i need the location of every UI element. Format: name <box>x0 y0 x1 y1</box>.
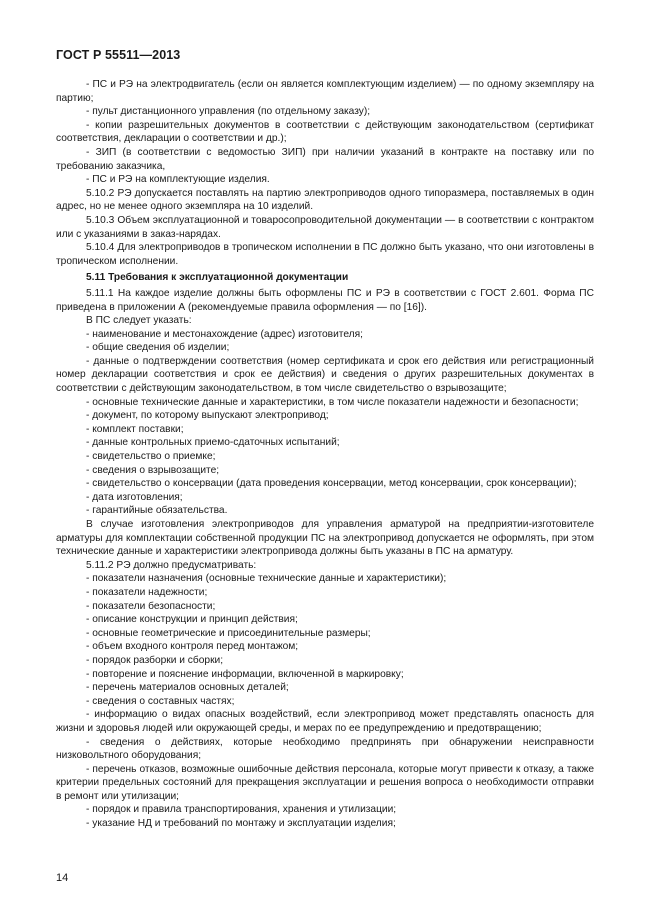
list-item: - сведения о действиях, которые необходимо предпринять при обнаружении неисправности низковольтного оборудования; <box>56 736 594 762</box>
list-item: - указание НД и требований по монтажу и эксплуатации изделия; <box>86 818 396 830</box>
list-item: - гарантийные обязательства. <box>86 505 228 517</box>
paragraph: - пульт дистанционного управления (по отдельному заказу); <box>86 106 371 118</box>
list-item: - информацию о видах опасных воздействий, если электропривод может представлять опасность для жизни и здоровья людей или окружающей среды, и мерах по ее предупреждению и предотвращению; <box>56 709 594 734</box>
list-item: - порядок и правила транспортирования, хранения и утилизации; <box>86 804 397 816</box>
list-item: - объем входного контроля перед монтажом; <box>86 641 299 653</box>
document-body <box>56 78 594 831</box>
list-item: - показатели назначения (основные технические данные и характеристики); <box>86 573 447 585</box>
paragraph: В случае изготовления электроприводов для управления арматурой на предприятии-изготовителе арматуры для комплектации собственной продукции ПС на электропривод допускается не оформлять, при этом технические данные и характеристики электропривода должны быть указаны в ПС на арматуру. <box>56 519 594 558</box>
paragraph: - копии разрешительных документов в соответствии с действующим законодательством (сертификат соответствия, декларации о соответствии и др.); <box>56 119 594 145</box>
list-item: - показатели безопасности; <box>86 600 216 612</box>
list-item: - свидетельство о консервации (дата проведения консервации, метод консервации, срок консервации); <box>86 478 577 490</box>
list-item: - повторение и пояснение информации, включенной в маркировку; <box>86 668 404 680</box>
list-item: - наименование и местонахождение (адрес) изготовителя; <box>86 328 363 340</box>
list-item: - показатели надежности; <box>86 586 208 598</box>
paragraph: 5.11.1 На каждое изделие должны быть оформлены ПС и РЭ в соответствии с ГОСТ 2.601. Форма ПС приведена в приложении А (рекомендуемые правила оформления — по [16]). <box>56 287 594 313</box>
page-number: 14 <box>56 872 69 884</box>
list-item: - данные контрольных приемо-сдаточных испытаний; <box>86 437 340 449</box>
list-item: - перечень материалов основных деталей; <box>86 682 289 694</box>
list-item: - описание конструкции и принцип действия; <box>86 614 298 626</box>
list-item: - документ, по которому выпускают электропривод; <box>86 410 329 422</box>
paragraph: В ПС следует указать: <box>86 315 192 327</box>
list-item: - свидетельство о приемке; <box>86 451 216 463</box>
list-item: - порядок разборки и сборки; <box>86 654 224 666</box>
list-item: - данные о подтверждении соответствия (номер сертификата и срок его действия или регистрационный номер декларации соответствия и срок ее действия) и сведения о других разрешительных документах в соответствии с действующим законодательством, в том числе свидетельство о взрывозащите; <box>56 355 594 395</box>
list-item: - общие сведения об изделии; <box>86 342 230 354</box>
list-item: - дата изготовления; <box>86 491 183 503</box>
paragraph: 5.10.3 Объем эксплуатационной и товаросопроводительной документации — в соответствии с контрактом или с указаниями в заказ-нарядах. <box>56 214 594 240</box>
list-item: - основные геометрические и присоединительные размеры; <box>86 627 371 639</box>
paragraph: - ЗИП (в соответствии с ведомостью ЗИП) при наличии указаний в контракте на поставку или по требованию заказчика, <box>56 146 594 172</box>
paragraph: 5.10.4 Для электроприводов в тропическом исполнении в ПС должно быть указано, что они изготовлены в тропическом исполнении. <box>56 242 594 267</box>
list-item: - перечень отказов, возможные ошибочные действия персонала, которые могут привести к отказу, а также критерии предельных состояний для прекращения эксплуатации и решения вопроса о необходимости отправки в ремонт или утилизации; <box>56 763 594 802</box>
list-item: - сведения о взрывозащите; <box>86 464 220 476</box>
section-heading: 5.11 Требования к эксплуатационной документации <box>86 272 349 284</box>
list-item: - комплект поставки; <box>86 423 184 435</box>
document-header: ГОСТ Р 55511—2013 <box>56 48 181 62</box>
list-item: - основные технические данные и характеристики, в том числе показатели надежности и безопасности; <box>86 396 579 408</box>
list-item: - сведения о составных частях; <box>86 695 235 707</box>
paragraph: 5.10.2 РЭ допускается поставлять на партию электроприводов одного типоразмера, поставляемых в один адрес, но не менее одного экземпляра на 10 изделий. <box>56 187 594 213</box>
paragraph: 5.11.2 РЭ должно предусматривать: <box>86 559 257 571</box>
paragraph: - ПС и РЭ на электродвигатель (если он является комплектующим изделием) — по одному экземпляру на партию; <box>56 79 594 104</box>
paragraph: - ПС и РЭ на комплектующие изделия. <box>86 174 270 186</box>
